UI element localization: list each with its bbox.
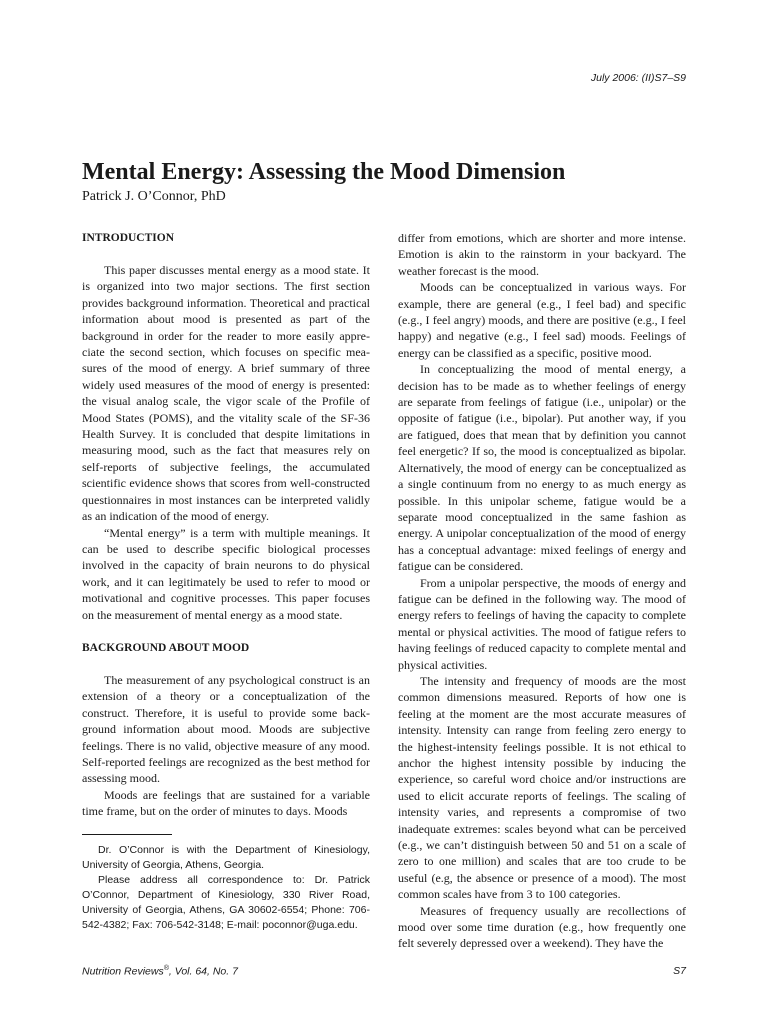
volume-issue: , Vol. 64, No. 7 — [168, 965, 238, 978]
paragraph: Moods are feelings that are sustained for a variable time frame, but on the order of minutes to days. Moods — [82, 787, 370, 819]
journal-name: Nutrition Reviews — [82, 965, 164, 978]
paragraph: differ from emotions, which are shorter and more intense. Emotion is akin to the rainstorm in your backyard. The weather forecast is the mood. — [398, 231, 686, 278]
running-head: July 2006: (II)S7–S9 — [590, 72, 686, 84]
journal-citation — [82, 965, 238, 978]
paragraph: “Mental energy” is a term with multiple meanings. It can be used to describe specific biological processes involved in the capacity of brain neurons to do physical work, and it can legitimately be used to refer to mood or motivational and cognitive processes. This paper focuses on the measurement of mental energy as a mood state. — [82, 525, 370, 622]
paragraph: In conceptualizing the mood of mental energy, a decision has to be made as to whether feelings of energy are separate from feelings of fatigue (i.e., unipolar) or the opposite of fatigue (i.e., bipolar). Put another way, if you are fatigued, does that mean that by definition you cannot feel energetic? If so, the mood is conceptualized as bipolar. Alternatively, the mood of energy can be conceptualized as a single continuum from no energy to as much energy as possible. In this unipolar scheme, fatigue would be a separate mood conceptualized in the same fashion as energy. A unipolar conceptualization of the mood of energy has a conceptual advantage: mixed feelings of energy and fatigue can be considered. — [398, 362, 686, 574]
section-heading-background: BACKGROUND ABOUT MOOD — [82, 641, 250, 654]
registered-mark: ® — [163, 965, 169, 972]
article-author: Patrick J. O’Connor, PhD — [82, 189, 226, 204]
footnote — [82, 843, 370, 933]
paragraph: From a unipolar perspective, the moods of energy and fatigue can be defined in the following way. The mood of energy refers to feelings of having the capacity to complete mental or physical activities. The mood of fatigue refers to having feelings of reduced capacity to complete mental and physical activities. — [398, 575, 686, 672]
right-column — [398, 230, 686, 952]
left-column — [82, 230, 370, 820]
footnote-affiliation: Dr. O’Connor is with the Department of Kinesiology, University of Georgia, Athens, Georgia. — [82, 844, 370, 871]
paragraph: This paper discusses mental energy as a mood state. It is organized into two major sections. The first section provides background information. Theoretical and practical information about mood is presented as part of the background in order for the reader to more easily appreciate the second section, which focuses on specific measures of the mood of energy. A brief summary of three widely used measures of the mood of energy is presented: the visual analog scale, the vigor scale of the Profile of Mood States (POMS), and the vitality scale of the SF-36 Health Survey. It is concluded that despite limitations in measuring mood, such as the fact that measures rely on self-reports of subjective feelings, the accumulated scientific evidence shows that scores from well-constructed questionnaires in most instances can be interpreted validly as an indication of the mood of energy. — [82, 263, 370, 524]
paragraph: Moods can be conceptualized in various ways. For example, there are general (e.g., I feel bad) and specific (e.g., I feel angry) moods, and there are positive (e.g., I feel happy) and negative (e.g., I feel sad) moods. Feelings of energy can be classified as a specific, positive mood. — [398, 280, 686, 360]
page-number: S7 — [673, 965, 686, 977]
footnote-divider — [82, 834, 172, 835]
paragraph: The measurement of any psychological construct is an extension of a theory or a conceptualization of the construct. Therefore, it is useful to provide some background information about mood. Moods are subjective feelings. There is no valid, objective measure of any mood. Self-reported feelings are recognized as the best method for assessing mood. — [82, 672, 370, 786]
footnote-correspondence: Please address all correspondence to: Dr. Patrick O’Connor, Department of Kinesiology, 330 River Road, University of Georgia, Athens, GA 30602-6554; Phone: 706-542-4382; Fax: 706-542-3148; E-mail: poconnor@uga.edu. — [82, 874, 370, 931]
article-title: Mental Energy: Assessing the Mood Dimension — [82, 159, 566, 185]
paragraph: Measures of frequency usually are recollections of mood over some time duration (e.g., how frequently one felt severely depressed over a weekend). They have the — [398, 903, 686, 951]
paragraph: The intensity and frequency of moods are the most common dimensions measured. Reports of how one is feeling at the moment are the most accurate measures of intensity. Intensity can range from feeling zero energy to the highest-intensity feelings possible. It is not ethical to anchor the highest intensity possible by inducing the experience, so careful word choice and/or instructions are used to elicit accurate reports of feelings. The scaling of intensity varies, and represents a compromise of two inadequate extremes: scales beyond what can be perceived (e.g., we can’t distinguish between 50 and 51 on a scale of zero to one million) and scales that are too crude to be useful (e.g, the absence or presence of a mood). The most common scales have from 3 to 100 categories. — [398, 673, 686, 902]
section-heading-introduction: INTRODUCTION — [82, 232, 175, 244]
